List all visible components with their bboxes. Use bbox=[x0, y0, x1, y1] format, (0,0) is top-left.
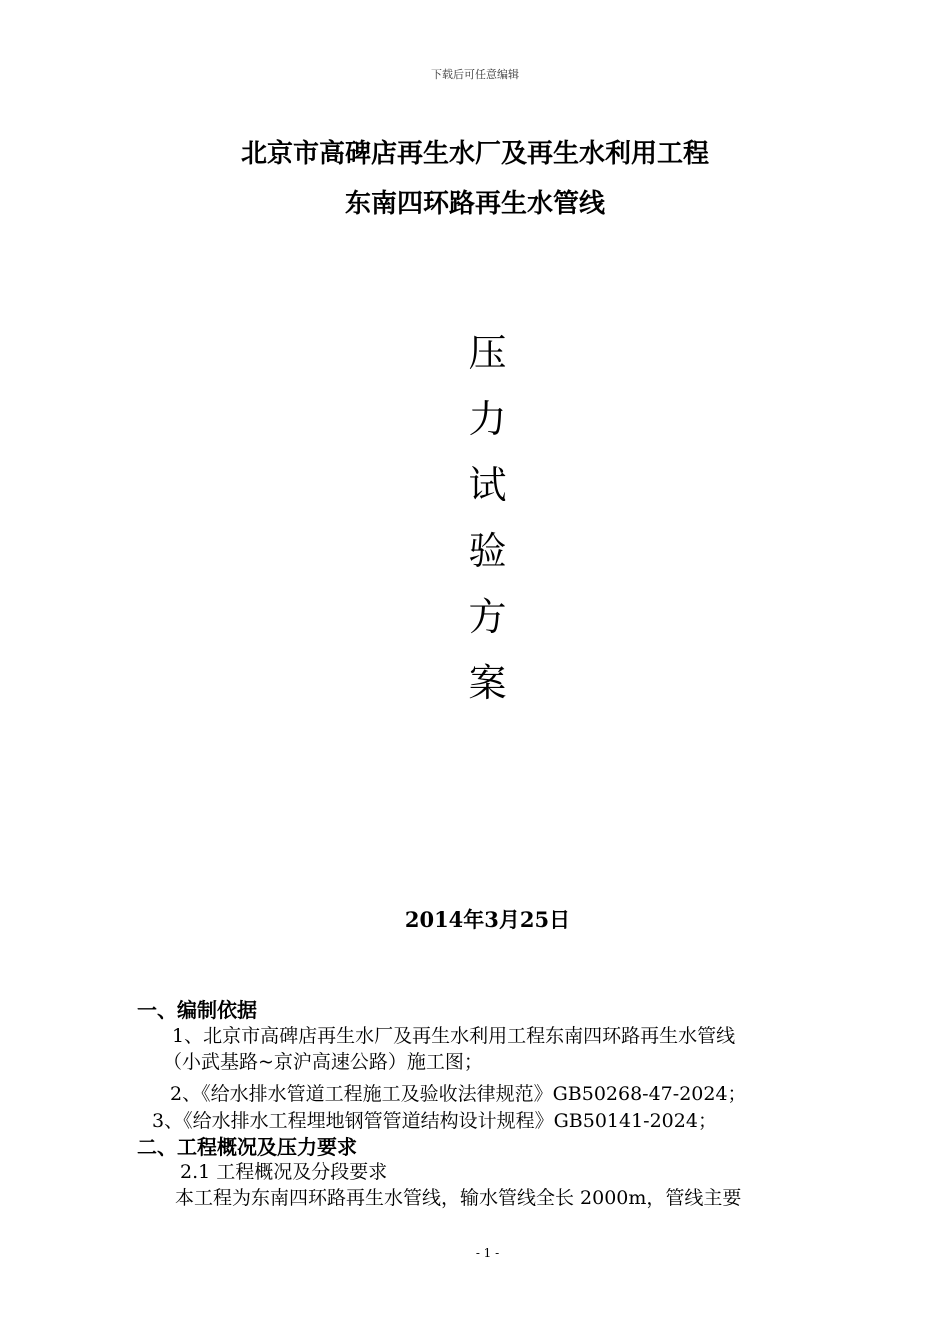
page-number: - 1 - bbox=[475, 1246, 500, 1260]
vertical-title-char: 力 bbox=[468, 397, 507, 441]
reference-item: 2、《给水排水管道工程施工及验收法律规范》GB50268-47-2024； bbox=[170, 1083, 747, 1105]
document-title-line1: 北京市高碑店再生水厂及再生水利用工程 bbox=[240, 139, 709, 169]
subsection-heading: 2.1 工程概况及分段要求 bbox=[180, 1161, 388, 1183]
body-paragraph: 本工程为东南四环路再生水管线，输水管线全长 2000m，管线主要 bbox=[175, 1187, 742, 1209]
vertical-title-char: 试 bbox=[468, 463, 507, 507]
document-date: 2014年3月25日 bbox=[404, 907, 571, 932]
vertical-title-char: 压 bbox=[468, 331, 507, 375]
section1-heading: 一、编制依据 bbox=[137, 998, 257, 1022]
vertical-title-char: 方 bbox=[468, 595, 507, 639]
vertical-title-char: 验 bbox=[468, 529, 507, 573]
reference-item: 3、《给水排水工程埋地钢管管道结构设计规程》GB50141-2024； bbox=[152, 1110, 717, 1132]
reference-item: 1、北京市高碑店再生水厂及再生水利用工程东南四环路再生水管线 bbox=[172, 1025, 736, 1047]
header-note: 下载后可任意编辑 bbox=[431, 68, 519, 81]
document-title-line2: 东南四环路再生水管线 bbox=[344, 189, 605, 219]
vertical-title bbox=[0, 320, 950, 716]
reference-item-continuation: （小武基路~京沪高速公路）施工图； bbox=[163, 1051, 483, 1073]
vertical-title-char: 案 bbox=[468, 661, 507, 705]
section2-heading: 二、工程概况及压力要求 bbox=[137, 1135, 357, 1159]
